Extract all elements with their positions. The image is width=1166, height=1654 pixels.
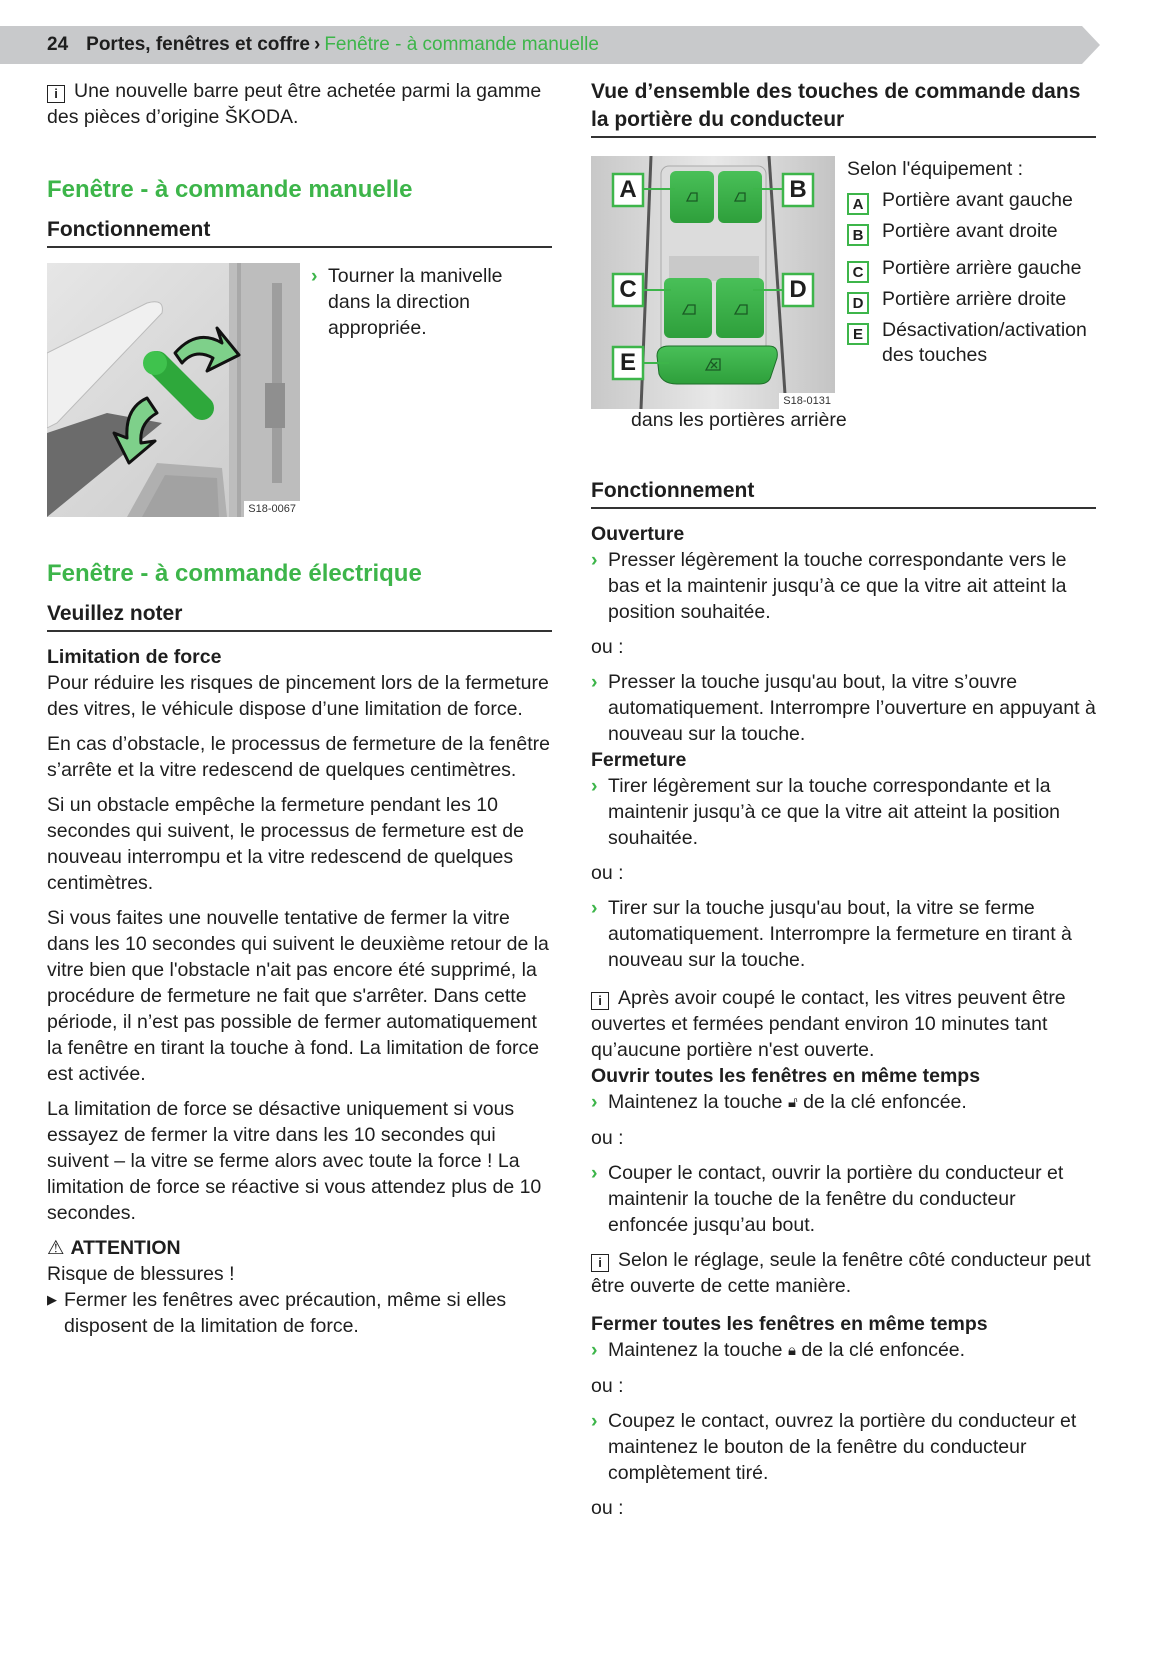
warning-subtitle: Risque de blessures ! <box>47 1263 235 1285</box>
figure-code: S18-0067 <box>244 501 300 517</box>
paragraph: Pour réduire les risques de pincement lors de la fermeture des vitres, le véhicule dispose d’une limitation de force. <box>47 672 549 720</box>
step-item: › Tirer légèrement sur la touche correspondante et la maintenir jusqu’à ce que la vitre ait atteint la position souhaitée. <box>591 775 1061 849</box>
callout-a: A <box>619 176 637 203</box>
running-header <box>47 32 599 58</box>
legend-intro: Selon l'équipement : <box>847 158 1024 180</box>
info-icon: i <box>591 992 609 1010</box>
subsection-title-notes: Veuillez noter <box>47 600 552 632</box>
step-item: › Tirer sur la touche jusqu'au bout, la vitre se ferme automatiquement. Interrompre la fermeture en tirant à nouveau sur la touche. <box>591 897 1072 971</box>
chevron-right-icon: › <box>591 1339 598 1361</box>
warning-item: ▶ Fermer les fenêtres avec précaution, même si elles disposent de la limitation de force. <box>47 1289 507 1337</box>
info-note: i Selon le réglage, seule la fenêtre côté conducteur peut être ouverte de cette manière. <box>591 1249 1091 1297</box>
chevron-right-icon: › <box>591 549 598 571</box>
breadcrumb-separator: › <box>314 34 321 55</box>
info-icon: i <box>591 1254 609 1272</box>
step-item: › Presser légèrement la touche correspondante vers le bas et la maintenir jusqu’à ce que la vitre ait atteint la position souhaitée. <box>591 549 1067 623</box>
chevron-right-icon: › <box>591 1410 598 1432</box>
paragraph: La limitation de force se désactive uniquement si vous essayez de fermer la vitre dans les 10 secondes qui suivent – la vitre se ferme alors avec toute la force ! La limitation de force se réactive si vous attendez plus de 10 secondes. <box>47 1098 542 1224</box>
legend <box>847 156 1096 409</box>
subsection-title-operation: Fonctionnement <box>47 216 552 248</box>
step-item: › Presser la touche jusqu'au bout, la vitre s’ouvre automatiquement. Interrompre l’ouverture en appuyant à nouveau sur la touche. <box>591 671 1096 745</box>
overview-title: Vue d’ensemble des touches de commande dans la portière du conducteur <box>591 78 1096 138</box>
info-note: i Une nouvelle barre peut être achetée parmi la gamme des pièces d’origine ŠKODA. <box>47 80 542 128</box>
callout-b: B <box>789 176 807 203</box>
figure-window-crank <box>47 263 300 517</box>
step-item: › Maintenez la touche 🔓︎ de la clé enfoncée. <box>591 1089 1096 1116</box>
step-item: › Coupez le contact, ouvrez la portière du conducteur et maintenez le bouton de la fenêtre du conducteur complètement tiré. <box>591 1410 1077 1484</box>
chapter-title: Portes, fenêtres et coffre <box>86 34 310 55</box>
legend-item: D Portière arrière droite <box>847 287 1096 314</box>
or-label: ou : <box>591 1497 624 1519</box>
chevron-right-icon: › <box>591 671 598 693</box>
legend-item: B Portière avant droite <box>847 219 1096 246</box>
figure-code: S18-0131 <box>779 393 835 409</box>
open-all-heading: Ouvrir toutes les fenêtres en même temps <box>591 1065 981 1087</box>
step-item: › Tourner la manivelle dans la direction appropriée. <box>311 265 503 339</box>
force-limitation-heading: Limitation de force <box>47 646 222 668</box>
or-label: ou : <box>591 636 624 658</box>
or-label: ou : <box>591 1127 624 1149</box>
chevron-right-icon: › <box>311 265 318 287</box>
paragraph: En cas d’obstacle, le processus de fermeture de la fenêtre s’arrête et la vitre redescend de quelques centimètres. <box>47 733 550 781</box>
or-label: ou : <box>591 1375 624 1397</box>
closing-heading: Fermeture <box>591 749 687 771</box>
section-title-electric: Fenêtre - à commande électrique <box>47 560 422 587</box>
lock-icon: 🔒︎ <box>787 1342 796 1359</box>
warning-title: ATTENTION <box>70 1237 181 1259</box>
window-crank-illustration <box>47 263 300 517</box>
section-title-manual: Fenêtre - à commande manuelle <box>47 176 413 203</box>
figure-control-buttons <box>591 156 835 409</box>
step-item: › Couper le contact, ouvrir la portière du conducteur et maintenir la touche de la fenêtre du conducteur enfoncée jusqu’au bout. <box>591 1162 1064 1236</box>
callout-d: D <box>789 276 807 303</box>
info-note: i Après avoir coupé le contact, les vitres peuvent être ouvertes et fermées pendant environ 10 minutes tant qu’aucune portière n'est ouverte. <box>591 987 1066 1061</box>
left-column <box>47 78 552 1339</box>
unlock-icon: 🔓︎ <box>787 1094 798 1111</box>
paragraph: Si vous faites une nouvelle tentative de fermer la vitre dans les 10 secondes qui suivent le deuxième retour de la vitre bien que l'obstacle n'ait pas encore été supprimé, la procédure de fermeture ne fait que s'arrêter. Dans cette période, il n’est pas possible de fermer automatiquement la fenêtre en tirant la touche à fond. La limitation de force est activée. <box>47 907 549 1085</box>
chevron-right-icon: › <box>591 1162 598 1184</box>
chevron-right-icon: › <box>591 897 598 919</box>
legend-item: A Portière avant gauche <box>847 188 1096 215</box>
right-column <box>591 78 1096 1521</box>
callout-c: C <box>619 276 637 303</box>
current-section-link[interactable]: Fenêtre - à commande manuelle <box>324 34 599 55</box>
chevron-right-icon: › <box>591 1091 598 1113</box>
legend-item: E Désactivation/activation des touches <box>847 318 1096 368</box>
legend-item: C Portière arrière gauche <box>847 256 1096 283</box>
page-number: 24 <box>47 34 69 55</box>
or-label: ou : <box>591 862 624 884</box>
bullet-triangle-icon: ▶ <box>47 1292 57 1307</box>
legend-continuation: dans les portières arrière <box>631 409 847 431</box>
step-item: › Maintenez la touche 🔒︎ de la clé enfoncée. <box>591 1337 1096 1364</box>
subsection-title-operation-electric: Fonctionnement <box>591 477 1096 509</box>
warning-triangle-icon: ⚠ <box>47 1237 65 1259</box>
paragraph: Si un obstacle empêche la fermeture pendant les 10 secondes qui suivent, le processus de fermeture est de nouveau interrompu et la vitre redescend de quelques centimètres. <box>47 794 524 894</box>
warning-block <box>47 1235 552 1339</box>
chevron-right-icon: › <box>591 775 598 797</box>
info-icon: i <box>47 85 65 103</box>
close-all-heading: Fermer toutes les fenêtres en même temps <box>591 1313 988 1335</box>
opening-heading: Ouverture <box>591 523 685 545</box>
callout-e: E <box>619 349 636 376</box>
